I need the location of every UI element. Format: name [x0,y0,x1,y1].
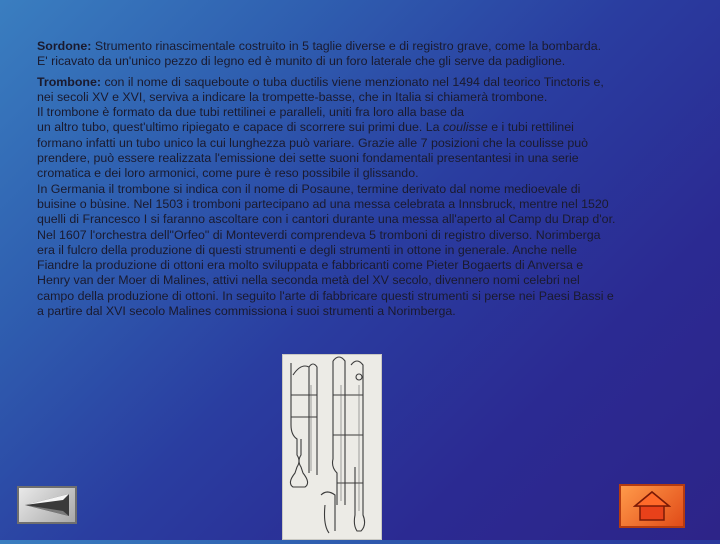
back-button[interactable] [17,486,77,524]
back-arrow-icon [19,488,75,522]
trombone-line-4-a: un altro tubo, quest'ultimo ripiegato e capace di scorrere sui primi due. La [37,120,443,135]
coulisse-term: coulisse [442,120,488,135]
sordone-term: Sordone: [37,39,92,53]
sordone-line-1 [37,39,699,54]
trombone-line-2: nei secoli XV e XVI, serviva a indicare la trompette-basse, che in Italia si chiamerà trombone. [37,89,548,104]
trombone-line-9: buisine o bùsine. Nel 1503 i tromboni partecipano ad una messa celebrata a Innsbruck, mentre nel 1520 [37,196,609,211]
slide-text [37,39,699,324]
trombone-line-13: Fiandre la produzione di ottoni era molto sviluppata e fabbricanti come Pieter Bogaerts di Anversa e [37,258,584,273]
sordone-text-1: Strumento rinascimentale costruito in 5 taglie diverse e di registro grave, come la bombarda. [91,39,602,53]
trombone-line-6: prendere, può essere realizzata l'emissione dei sette suoni fondamentali presentantesi in una serie [37,151,579,166]
trombone-line-5: formano infatti un tubo unico la cui lunghezza può variare. Grazie alle 7 posizioni che la coulisse può [37,135,589,150]
home-button[interactable] [619,484,685,528]
trombone-line-15: campo della produzione di ottoni. In seguito l'arte di fabbricare questi strumenti si perse nei Paesi Bassi e [37,288,614,303]
trombone-text-1: con il nome di saqueboute o tuba ductilis viene menzionato nel 1494 dal teorico Tinctoris e, [101,74,604,89]
trombones-engraving [283,355,381,539]
trombone-line-16: a partire dal XVI secolo Malines commissiona i suoi strumenti a Norimberga. [37,304,456,319]
trombone-term: Trombone: [37,74,102,89]
sordone-line-2: E' ricavato da un'unico pezzo di legno ed è munito di un foro laterale che gli serve da padiglione. [37,54,566,69]
trombone-line-7: cromatica e dei loro armonici, come pure è reso possibile il glissando. [37,166,419,181]
trombone-line-8: In Germania il trombone si indica con il nome di Posaune, termine derivato dal nome medioevale di [37,181,581,196]
trombone-paragraph [37,75,699,320]
trombone-line-3: Il trombone è formato da due tubi rettilinei e paralleli, uniti fra loro alla base da [37,105,465,120]
trombone-line-11: Nel 1607 l'orchestra dell"Orfeo" di Monteverdi comprendeva 5 tromboni di registro diverso. Norimberga [37,227,601,242]
sordone-paragraph [37,39,699,70]
trombones-image [282,354,382,540]
trombone-line-4 [37,120,699,135]
trombone-line-14: Henry van der Moer di Malines, attivi nella seconda metà del XV secolo, divennero nomi celebri nel [37,273,580,288]
trombone-line-10: quelli di Francesco I si faranno ascoltare con i cantori durante una messa all'aperto al Camp du Drap d'or. [37,212,616,227]
home-icon [621,486,683,526]
trombone-line-4-b: e i tubi rettilinei [487,120,574,135]
trombone-line-1 [37,75,699,90]
trombone-line-12: era il fulcro della produzione di questi strumenti e degli strumenti in ottone in generale. Anche nelle [37,242,578,257]
